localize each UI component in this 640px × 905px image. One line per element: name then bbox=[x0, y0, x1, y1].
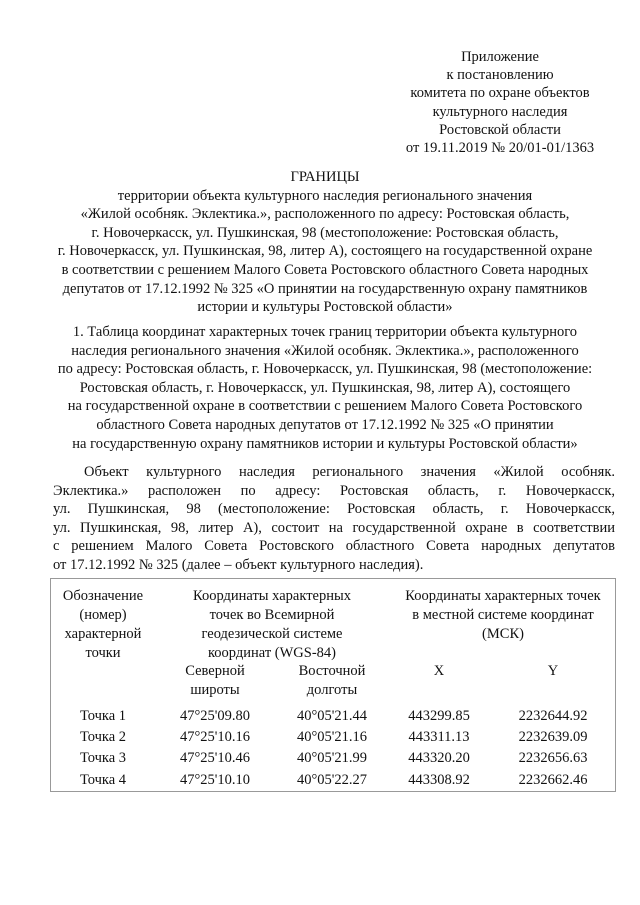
header-north-latitude: Северной широты bbox=[185, 663, 245, 698]
header-east-longitude: Восточной долготы bbox=[298, 663, 366, 698]
paragraph-line: ул. Пушкинская, 98, литер А), состоит на государственной охране в соответствии bbox=[53, 519, 615, 536]
document-title bbox=[30, 168, 620, 317]
table-row bbox=[51, 705, 617, 727]
cell-point: Точка 4 bbox=[79, 772, 127, 788]
coordinates-table bbox=[50, 578, 616, 792]
appendix-line: к постановлению bbox=[446, 67, 554, 84]
section-line: Ростовская область, г. Новочеркасск, ул. Пушкинская, 98, литер А), состоящего bbox=[79, 379, 571, 396]
cell-lon: 40°05'22.27 bbox=[296, 772, 368, 788]
cell-y: 2232656.63 bbox=[518, 750, 588, 766]
cell-lon: 40°05'21.44 bbox=[296, 708, 368, 724]
cell-lon: 40°05'21.99 bbox=[296, 750, 368, 766]
section-line: областного Совета народных депутатов от 17.12.1992 № 325 «О принятии bbox=[96, 416, 554, 433]
appendix-line: комитета по охране объектов bbox=[410, 85, 590, 102]
cell-lat: 47°25'10.46 bbox=[179, 750, 251, 766]
title-line: депутатов от 17.12.1992 № 325 «О принятии на государственную охрану памятников bbox=[62, 280, 588, 297]
title-line: истории и культуры Ростовской области» bbox=[197, 299, 453, 316]
cell-lat: 47°25'10.10 bbox=[179, 772, 251, 788]
paragraph-line: Объект культурного наследия регионального значения «Жилой особняк. bbox=[84, 464, 615, 480]
section-line: наследия регионального значения «Жилой особняк. Эклектика.», расположенного bbox=[71, 342, 579, 359]
header-y: Y bbox=[547, 663, 559, 679]
title-heading: ГРАНИЦЫ bbox=[290, 169, 360, 185]
header-designation: Обозначение (номер) характерной точки bbox=[62, 588, 144, 661]
table-row bbox=[51, 747, 617, 769]
table-row bbox=[51, 726, 617, 748]
appendix-line: от 19.11.2019 № 20/01-01/1363 bbox=[405, 139, 595, 156]
appendix-line: Приложение bbox=[461, 49, 539, 65]
section-line: на государственной охране в соответствии с решением Малого Совета Ростовского bbox=[67, 398, 583, 415]
cell-point: Точка 2 bbox=[79, 729, 127, 745]
cell-lat: 47°25'09.80 bbox=[179, 708, 251, 724]
table-row bbox=[51, 769, 617, 791]
cell-y: 2232639.09 bbox=[518, 729, 588, 745]
title-line: г. Новочеркасск, ул. Пушкинская, 98 (местоположение: Ростовская область, bbox=[91, 224, 559, 241]
section-line: на государственную охрану памятников истории и культуры Ростовской области» bbox=[72, 435, 578, 452]
title-line: г. Новочеркасск, ул. Пушкинская, 98, литер А), состоящего на государственной охране bbox=[57, 243, 593, 260]
appendix-block bbox=[380, 48, 620, 157]
body-paragraph bbox=[53, 463, 615, 575]
paragraph-line: от 17.12.1992 № 325 (далее – объект культурного наследия). bbox=[53, 556, 424, 573]
cell-lon: 40°05'21.16 bbox=[296, 729, 368, 745]
cell-x: 443308.92 bbox=[408, 772, 470, 788]
section-line: по адресу: Ростовская область, г. Новочеркасск, ул. Пушкинская, 98 (местоположение: bbox=[57, 361, 593, 378]
cell-y: 2232644.92 bbox=[518, 708, 588, 724]
header-msk: Координаты характерных точек в местной системе координат (МСК) bbox=[405, 588, 601, 642]
cell-y: 2232662.46 bbox=[518, 772, 588, 788]
cell-x: 443299.85 bbox=[408, 708, 470, 724]
title-line: в соответствии с решением Малого Совета Ростовского областного Совета народных bbox=[61, 261, 589, 278]
cell-point: Точка 3 bbox=[79, 750, 127, 766]
cell-lat: 47°25'10.16 bbox=[179, 729, 251, 745]
paragraph-line: Эклектика.» расположен по адресу: Ростовская область, г. Новочеркасск, bbox=[53, 482, 615, 499]
title-line: территории объекта культурного наследия регионального значения bbox=[117, 187, 533, 204]
section-1-heading bbox=[30, 323, 620, 453]
paragraph-line: с решением Малого Совета Ростовского областного Совета народных депутатов bbox=[53, 538, 615, 555]
title-line: «Жилой особняк. Эклектика.», расположенного по адресу: Ростовская область, bbox=[80, 206, 570, 223]
cell-point: Точка 1 bbox=[79, 708, 127, 724]
paragraph-line: ул. Пушкинская, 98 (местоположение: Ростовская область, г. Новочеркасск, bbox=[53, 501, 615, 518]
appendix-line: Ростовской области bbox=[439, 121, 561, 138]
section-line: 1. Таблица координат характерных точек границ территории объекта культурного bbox=[72, 324, 578, 340]
appendix-line: культурного наследия bbox=[432, 103, 568, 120]
cell-x: 443320.20 bbox=[408, 750, 470, 766]
cell-x: 443311.13 bbox=[408, 729, 470, 745]
header-wgs84: Координаты характерных точек во Всемирной геодезической системе координат (WGS-84) bbox=[193, 588, 351, 661]
header-x: X bbox=[433, 663, 445, 679]
